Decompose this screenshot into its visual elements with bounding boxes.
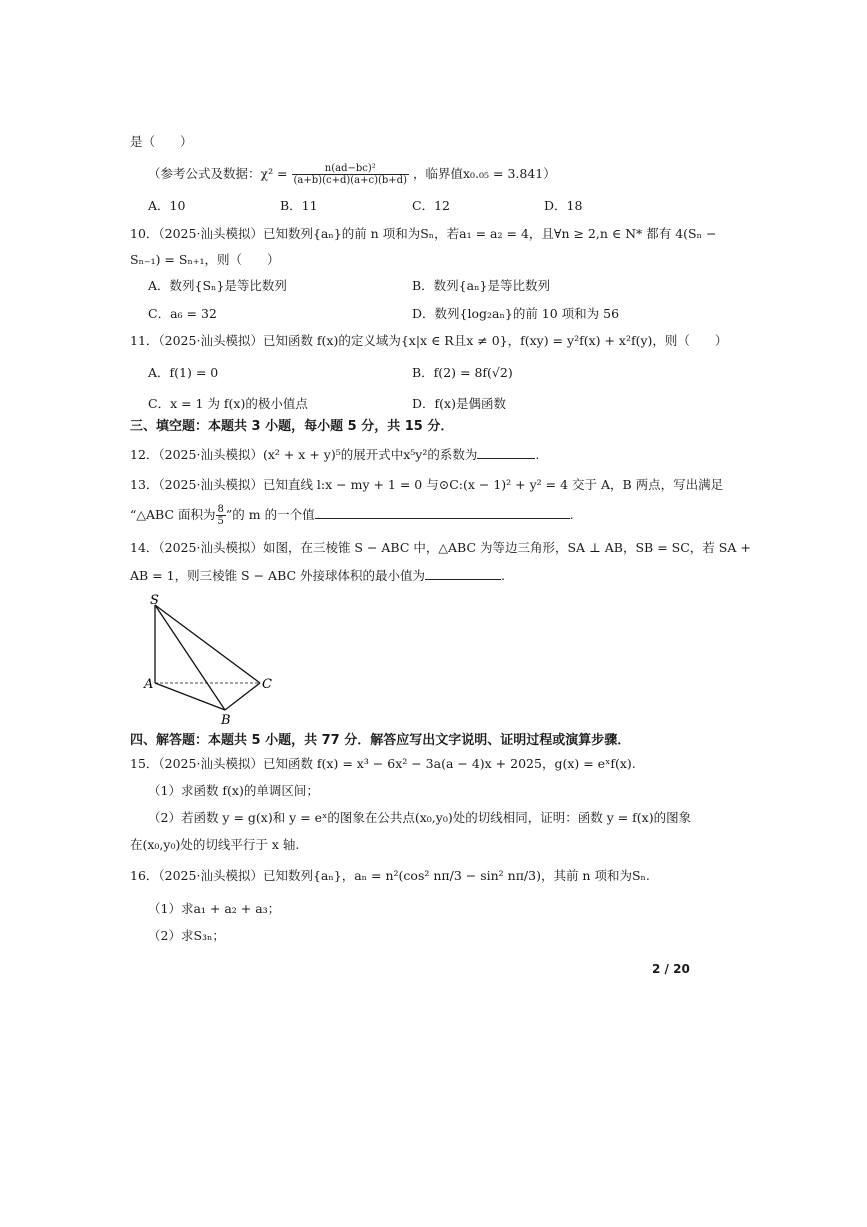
- chi-square-fraction: [292, 163, 409, 186]
- q9-option-d: D．18: [544, 198, 583, 213]
- q15-part2-a: （2）若函数 y = g(x)和 y = eˣ的图象在公共点(x₀,y₀)处的切线相同，证明：函数 y = f(x)的图象: [148, 810, 692, 825]
- q10-line2: Sₙ₋₁) = Sₙ₊₁，则（ ）: [130, 252, 280, 267]
- q15-part1: （1）求函数 f(x)的单调区间；: [148, 783, 319, 798]
- vertex-label-c: C: [262, 677, 272, 692]
- q14-line1: 14．（2025·汕头模拟）如图，在三棱锥 S − ABC 中，△ABC 为等边三角形，SA ⊥ AB，SB = SC，若 SA +: [130, 540, 751, 555]
- edge-ab: [155, 683, 225, 710]
- q10-option-d: D．数列{log₂aₙ}的前 10 项和为 56: [412, 306, 620, 321]
- edge-bc: [225, 683, 260, 710]
- q13-end: .: [569, 507, 574, 522]
- q9-option-c: C．12: [412, 198, 450, 213]
- q9-option-a: A．10: [148, 198, 186, 213]
- q14-answer-blank[interactable]: [425, 567, 501, 580]
- fraction-denominator: (a+b)(c+d)(a+c)(b+d): [293, 175, 407, 186]
- fraction-numerator: n(ad−bc)²: [292, 163, 409, 175]
- q10-option-c: C．a₆ = 32: [148, 306, 217, 321]
- section-4-heading: 四、解答题：本题共 5 小题，共 77 分．解答应写出文字说明、证明过程或演算步骤．: [130, 733, 631, 748]
- q14-end: .: [501, 568, 506, 583]
- q15-part2-b: 在(x₀,y₀)处的切线平行于 x 轴.: [130, 837, 300, 852]
- q11-option-d: D．f(x)是偶函数: [412, 396, 506, 411]
- vertex-label-a: A: [144, 677, 154, 692]
- q10-line1: 10．（2025·汕头模拟）已知数列{aₙ}的前 n 项和为Sₙ，若a₁ = a₂ = 4，且∀n ≥ 2,n ∈ N* 都有 4(Sₙ −: [130, 226, 717, 241]
- q15-line1: 15．（2025·汕头模拟）已知函数 f(x) = x³ − 6x² − 3a(a − 4)x + 2025，g(x) = eˣf(x).: [130, 756, 636, 771]
- q16-part1: （1）求a₁ + a₂ + a₃；: [148, 901, 281, 916]
- q16-line1: 16．（2025·汕头模拟）已知数列{aₙ}，aₙ = n²(cos² nπ/3 − sin² nπ/3)，其前 n 项和为Sₙ.: [130, 868, 650, 883]
- section-3-heading: 三、填空题：本题共 3 小题，每小题 5 分，共 15 分．: [130, 419, 454, 434]
- q13-line2: [130, 502, 574, 528]
- q9-tail: 是（ ）: [130, 134, 193, 149]
- vertex-label-s: S: [150, 593, 159, 608]
- q12-answer-blank[interactable]: [477, 446, 535, 459]
- q16-part2: （2）求S₃ₙ；: [148, 928, 225, 943]
- q13-line1: 13．（2025·汕头模拟）已知直线 l:x − my + 1 = 0 与⊙C:(x − 1)² + y² = 4 交于 A，B 两点，写出满足: [130, 477, 724, 492]
- q9-formula-prefix: （参考公式及数据：χ² =: [148, 166, 288, 181]
- q9-formula: [148, 160, 556, 188]
- q13-answer-blank[interactable]: [315, 506, 570, 519]
- q10-option-b: B．数列{aₙ}是等比数列: [412, 278, 550, 293]
- q14-line2-text: AB = 1，则三棱锥 S − ABC 外接球体积的最小值为: [130, 568, 426, 583]
- q14-line2: [130, 567, 505, 584]
- q12-text: 12．（2025·汕头模拟）(x² + x + y)⁵的展开式中x⁵y²的系数为: [130, 447, 478, 462]
- area-fraction: [216, 504, 226, 527]
- fraction-numerator: 8: [217, 504, 224, 515]
- q9-formula-suffix: ，临界值x₀.₀₅ = 3.841）: [412, 166, 556, 181]
- q12-end: .: [535, 447, 540, 462]
- q11-option-b: B．f(2) = 8f(√2): [412, 365, 513, 380]
- edge-sc: [155, 605, 260, 683]
- q9-option-b: B．11: [280, 198, 318, 213]
- page-number: 2 / 20: [652, 962, 690, 976]
- q11-line1: 11．（2025·汕头模拟）已知函数 f(x)的定义域为{x|x ∈ R且x ≠ 0}，f(xy) = y²f(x) + x²f(y)，则（ ）: [130, 333, 728, 348]
- q13-line2-a: “△ABC 面积为: [130, 507, 216, 522]
- edge-sb: [155, 605, 225, 710]
- q11-option-a: A．f(1) = 0: [148, 365, 219, 380]
- pyramid-figure: [140, 590, 280, 726]
- q10-option-a: A．数列{Sₙ}是等比数列: [148, 278, 287, 293]
- vertex-label-b: B: [221, 713, 231, 726]
- q13-line2-b: ”的 m 的一个值: [225, 507, 315, 522]
- q12: [130, 446, 539, 463]
- fraction-denominator: 5: [217, 516, 224, 527]
- q11-option-c: C．x = 1 为 f(x)的极小值点: [148, 396, 308, 411]
